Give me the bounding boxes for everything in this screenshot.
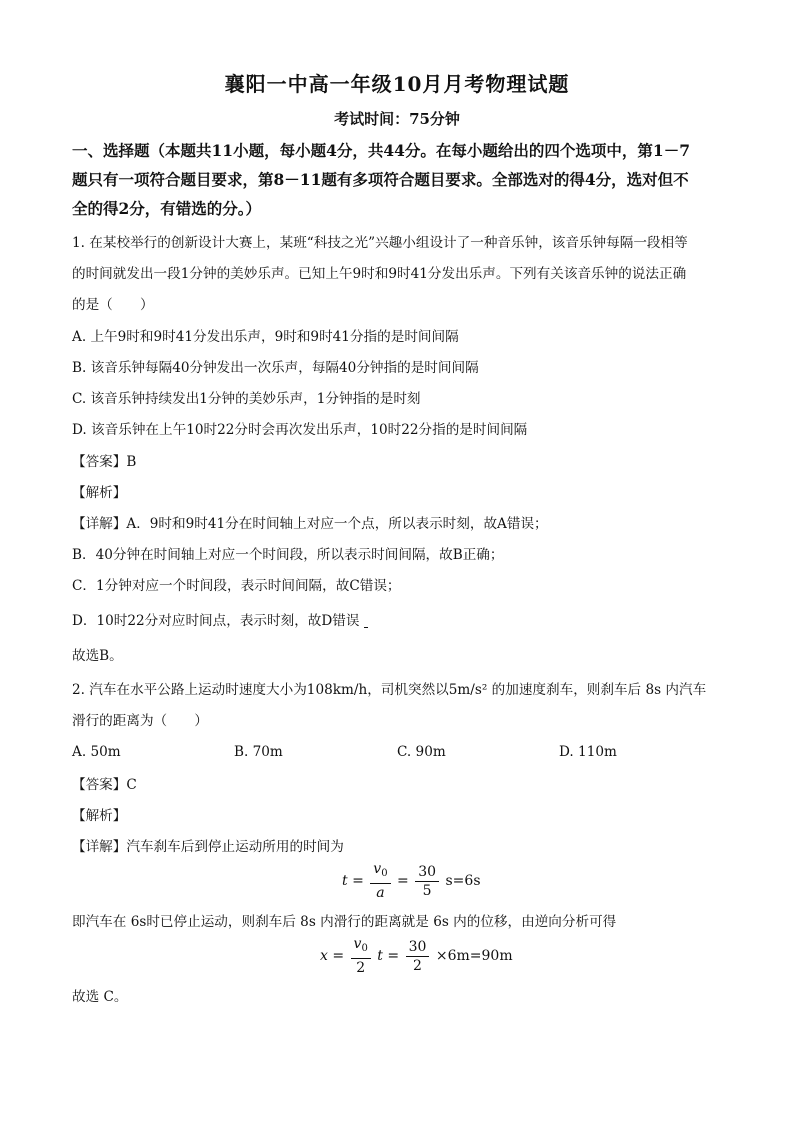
section-line: 一、选择题（本题共11小题，每小题4分，共44分。在每小题给出的四个选项中，第1－7 [72,141,690,160]
q2-answer: 【答案】C [72,777,137,793]
q2-option-a: A. 50m [72,744,121,760]
q2-options-row [72,744,732,768]
formula-time [342,860,481,902]
fraction-numerator: $v_0$ [370,860,390,884]
q1-stem-line: 1. 在某校举行的创新设计大赛上，某班“科技之光”兴趣小组设计了一种音乐钟，该音乐钟每隔一段相等 [72,235,688,251]
q2-analysis-label: 【解析】 [72,808,127,824]
q1-conclusion: 故选B。 [72,648,123,664]
formula-equals: = [352,873,364,889]
fraction [351,935,371,977]
formula-result: s=6s [445,873,481,889]
q2-option-c: C. 90m [397,744,446,760]
fraction-denominator: 2 [356,960,366,976]
fraction-denominator: 5 [422,882,432,899]
q1-option-b: B. 该音乐钟每隔40分钟发出一次乐声，每隔40分钟指的是时间间隔 [72,360,479,376]
section-line: 全的得2分，有错选的分。） [72,199,262,218]
q2-detail-line: 即汽车在 6s时已停止运动，则刹车后 8s 内滑行的距离就是 6s 内的位移，由逆向分析可得 [72,914,617,930]
fraction-numerator: $v_0$ [351,935,371,959]
fraction-numerator: 30 [406,938,430,957]
fraction [406,938,430,975]
q1-option-a: A. 上午9时和9时41分发出乐声，9时和9时41分指的是时间间隔 [72,329,459,345]
q2-stem-line: 2. 汽车在水平公路上运动时速度大小为108km/h，司机突然以5m/s² 的加速度刹车，则刹车后 8s 内汽车 [72,682,707,698]
q1-stem-line: 的是（ ） [72,297,154,313]
fraction [370,860,390,902]
q1-option-d: D. 该音乐钟在上午10时22分时会再次发出乐声，10时22分指的是时间间隔 [72,422,528,438]
formula-distance [320,935,513,977]
formula-equals: = [332,948,345,964]
q1-stem-line: 的时间就发出一段1分钟的美妙乐声。已知上午9时和9时41分发出乐声。下列有关该音乐钟的说法正确 [72,266,687,282]
q2-detail-line: 【详解】汽车刹车后到停止运动所用的时间为 [72,839,344,855]
formula-equals: = [387,948,400,964]
q1-detail-line: C．1分钟对应一个时间段，表示时间间隔，故C错误； [72,578,401,594]
page-title: 襄阳一中高一年级10月月考物理试题 [224,72,570,96]
formula-symbol: x [320,948,328,964]
exam-time: 考试时间：75分钟 [334,110,460,128]
q1-detail-line: B．40分钟在时间轴上对应一个时间段，所以表示时间间隔，故B正确； [72,547,504,563]
q2-conclusion: 故选 C。 [72,989,128,1005]
q1-answer: 【答案】B [72,454,137,470]
emphasis-mark [364,627,368,628]
fraction [415,863,439,900]
formula-result: ×6m=90m [435,948,513,964]
q1-detail-line [72,606,732,637]
fraction-numerator: 30 [415,863,439,882]
q1-detail-text: D．10时22分对应时间点，表示时刻，故D错误 [72,613,360,629]
formula-equals: = [397,873,409,889]
formula-symbol: t [377,948,383,964]
q2-option-d: D. 110m [559,744,617,760]
section-instructions [72,136,732,223]
q1-detail-line: 【详解】A．9时和9时41分在时间轴上对应一个点，所以表示时刻，故A错误； [72,516,548,532]
section-line: 题只有一项符合题目要求，第8－11题有多项符合题目要求。全部选对的得4分，选对但不 [72,170,689,189]
q1-analysis-label: 【解析】 [72,485,127,501]
fraction-denominator: 2 [413,957,422,974]
q2-option-b: B. 70m [234,744,283,760]
q2-stem-line: 滑行的距离为（ ） [72,713,208,729]
formula-symbol: t [342,873,348,889]
q1-option-c: C. 该音乐钟持续发出1分钟的美妙乐声，1分钟指的是时刻 [72,391,421,407]
fraction-denominator: a [376,885,385,901]
